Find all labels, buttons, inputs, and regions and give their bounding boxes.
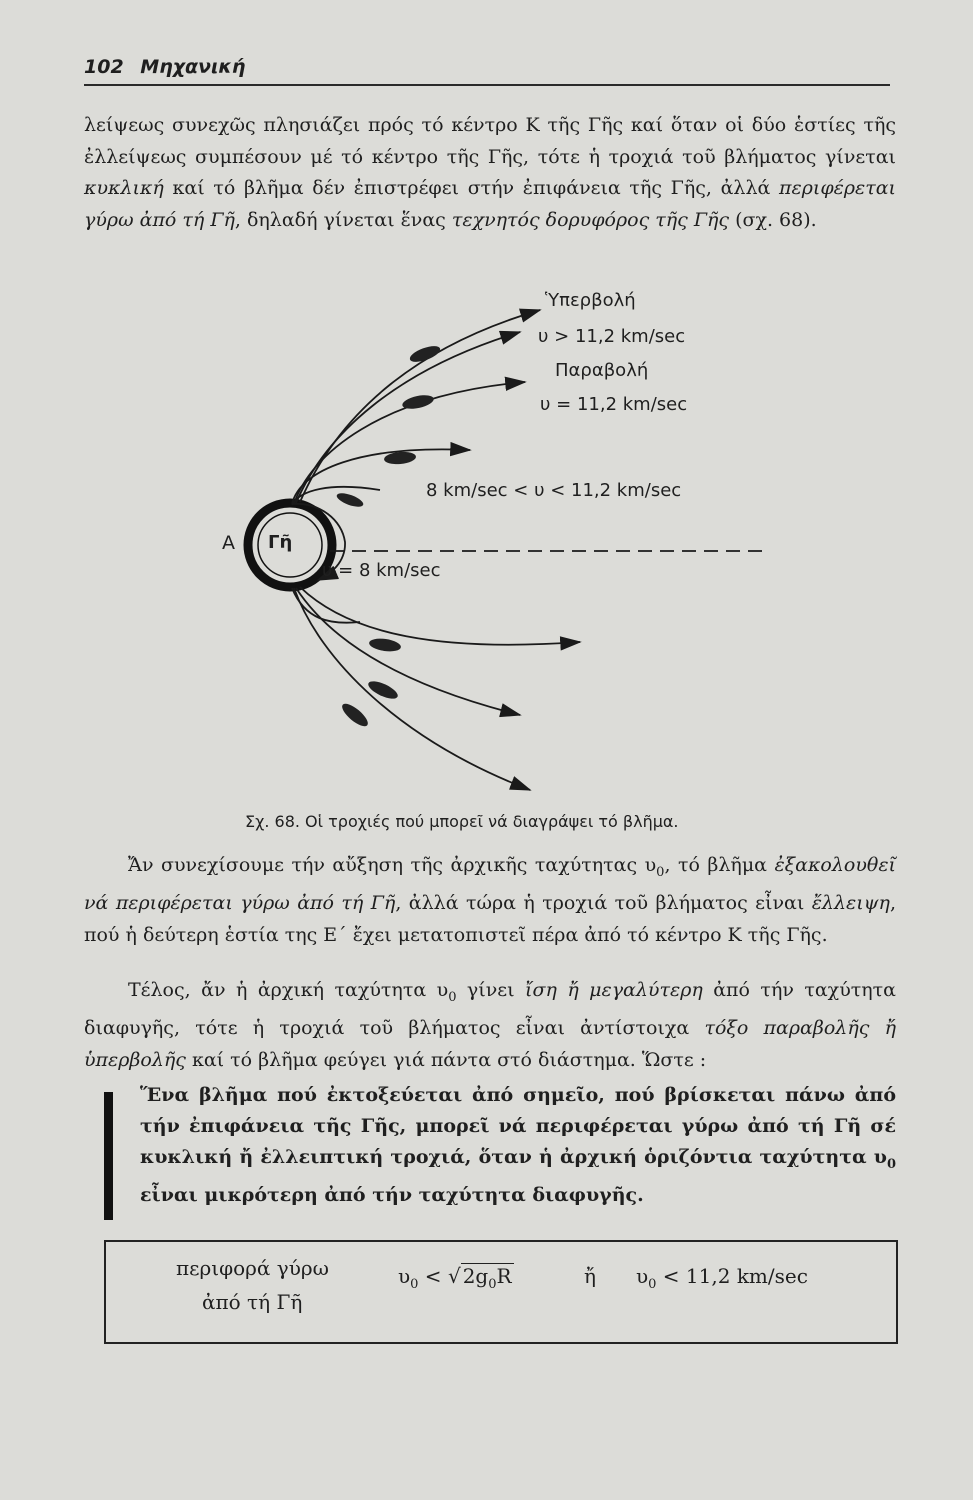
paragraph-1 [84, 110, 896, 236]
lower-path-4 [292, 588, 360, 623]
radicand-a: 2g [462, 1264, 489, 1288]
formula-v2: υ [636, 1264, 649, 1288]
section-title: Μηχανική [140, 56, 246, 78]
p2-text-a: Ἄν συνεχίσουμε τήν αὔξηση τῆς ἀρχικῆς ταχύτητας υ [128, 854, 657, 876]
projectile-5 [368, 637, 401, 653]
radicand-sub: 0 [488, 1277, 497, 1292]
p3-sub-a: 0 [448, 989, 457, 1005]
earth-label: Γῆ [268, 532, 293, 553]
p3-text-d: καί τό βλῆμα φεύγει γιά πάντα στό διάστημα. Ὥστε : [185, 1048, 707, 1071]
circle-speed-label: υ = 8 km/sec [322, 560, 441, 581]
rule-text-b: εἶναι μικρότερη ἀπό τήν ταχύτητα διαφυγῆς. [140, 1183, 644, 1206]
formula-inequality-1 [398, 1264, 514, 1292]
parabola-label: Παραβολή [555, 360, 649, 381]
trajectory-diagram [0, 270, 973, 810]
p3-em-b: τόξο παραβολῆς ἤ ὑπερβολῆς [84, 1017, 896, 1071]
formula-inequality-2 [636, 1264, 808, 1292]
radicand-b: R [496, 1264, 512, 1288]
trajectory-figure [0, 270, 973, 810]
p2-text-d: , πού ἡ δεύτερη ἑστία της Ε΄ ἔχει μετατοπιστεῖ πέρα ἀπό τό κέντρο Κ τῆς Γῆς. [84, 892, 896, 946]
p1-text-d: (σχ. 68). [729, 208, 817, 231]
sqrt-sign: √ [447, 1264, 461, 1288]
p2-text-c: , ἀλλά τώρα ἡ τροχιά τοῦ βλήματος εἶναι [395, 892, 812, 915]
p3-text-c: ἀπό τήν ταχύτητα διαφυγῆς, τότε ἡ τροχιά τοῦ βλήματος εἶναι ἀντίστοιχα [84, 979, 896, 1040]
hyperbola-path-2 [296, 332, 520, 503]
formula-v: υ [398, 1264, 411, 1288]
rule-statement [140, 1080, 896, 1211]
hyperbola-speed-label: υ > 11,2 km/sec [538, 326, 686, 347]
p2-sub-a: 0 [656, 864, 665, 880]
ellipse-speed-label: 8 km/sec < υ < 11,2 km/sec [426, 480, 682, 501]
formula-label-line2: ἀπό τή Γῆ [202, 1290, 303, 1314]
page-number: 102 [84, 56, 124, 78]
paragraph-2 [84, 850, 896, 951]
projectile-6 [366, 678, 400, 702]
p1-em-c: τεχνητός δορυφόρος τῆς Γῆς [451, 208, 730, 231]
parabola-speed-label: υ = 11,2 km/sec [540, 394, 688, 415]
formula-lt: < [418, 1264, 448, 1288]
p2-em-a: ἐξακολουθεῖ νά περιφέρεται γύρω ἀπό τή Γῆ [84, 854, 896, 915]
p3-text-b: γίνει [456, 979, 526, 1001]
hyperbola-label: Ὑπερβολή [545, 290, 636, 311]
p1-em-a: κυκλική [84, 177, 164, 199]
p3-text-a: Τέλος, ἄν ἡ ἀρχική ταχύτητα υ [128, 979, 449, 1001]
sqrt-radicand [461, 1263, 514, 1292]
lower-path-3 [294, 588, 530, 790]
p1-text-c: , δηλαδή γίνεται ἕνας [234, 208, 452, 231]
formula-or: ἤ [584, 1264, 596, 1288]
rule-marker-bar [104, 1092, 113, 1220]
p2-em-b: ἔλλειψη [811, 892, 890, 915]
p1-text-b: καί τό βλῆμα δέν ἐπιστρέφει στήν ἐπιφάνεια τῆς Γῆς, ἀλλά [163, 177, 780, 199]
formula-rhs: < 11,2 km/sec [656, 1264, 808, 1288]
paragraph-3 [84, 975, 896, 1076]
p1-em-b: περιφέρεται γύρω ἀπό τή Γῆ [84, 177, 896, 231]
formula-box [104, 1240, 898, 1344]
formula-label-line1: περιφορά γύρω [176, 1256, 329, 1280]
formula-v2-sub: 0 [648, 1277, 657, 1292]
p3-em-a: ἴση ἤ μεγαλύτερη [525, 979, 703, 1001]
point-a-label: A [222, 532, 235, 554]
projectile-4 [335, 491, 365, 510]
projectile-1 [408, 343, 442, 365]
rule-sub-a: 0 [886, 1156, 896, 1172]
p1-text-a: λείψεως συνεχῶς πλησιάζει πρός τό κέντρο Κ τῆς Γῆς καί ὅταν οἱ δύο ἑστίες τῆς ἐλλείψεως συμπέσουν μέ τό κέντρο τῆς Γῆς, τότε ἡ τροχιά τοῦ βλήματος γίνεται [84, 114, 896, 168]
formula-v-sub: 0 [410, 1277, 419, 1292]
rule-text-a: Ἕνα βλῆμα πού ἐκτοξεύεται ἀπό σημεῖο, πού βρίσκεται πάνω ἀπό τήν ἐπιφάνεια τῆς Γῆς, μπορεῖ νά περιφέρεται γύρω ἀπό τή Γῆ σέ κυκλική ἤ ἐλλειπτική τροχιά, ὅταν ἡ ἀρχική ὁριζόντια ταχύτητα υ [140, 1084, 896, 1168]
p2-text-b: , τό βλῆμα [664, 854, 775, 876]
figure-caption: Σχ. 68. Οἱ τροχιές πού μπορεῖ νά διαγράψει τό βλῆμα. [245, 812, 679, 831]
page-header [84, 56, 890, 86]
projectile-7 [339, 700, 371, 730]
